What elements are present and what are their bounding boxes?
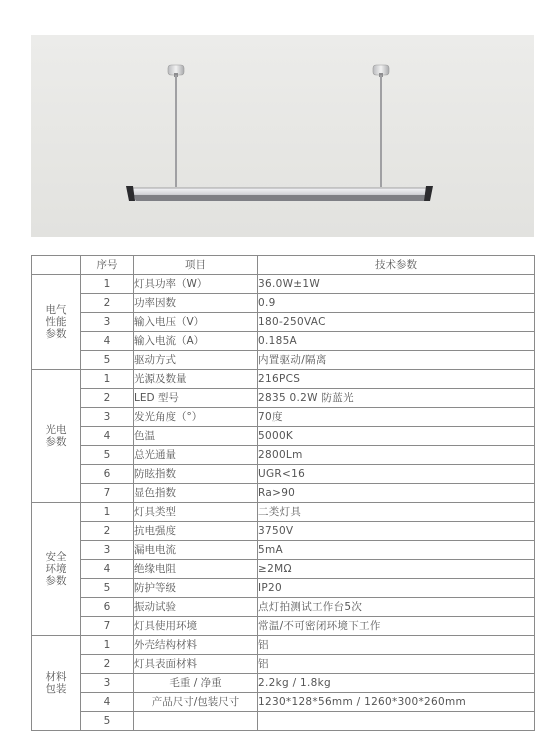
table-row bbox=[32, 484, 535, 503]
header-params: 技术参数 bbox=[258, 256, 535, 275]
row-value: 2.2kg / 1.8kg bbox=[258, 674, 535, 693]
row-index: 1 bbox=[81, 275, 134, 294]
row-item: 功率因数 bbox=[134, 294, 258, 313]
row-value: 内置驱动/隔离 bbox=[258, 351, 535, 370]
row-item: 色温 bbox=[134, 427, 258, 446]
row-item: 抗电强度 bbox=[134, 522, 258, 541]
row-index: 7 bbox=[81, 617, 134, 636]
row-index: 1 bbox=[81, 370, 134, 389]
row-index: 5 bbox=[81, 712, 134, 731]
row-item: 发光角度（°） bbox=[134, 408, 258, 427]
row-item: 灯具功率（W） bbox=[134, 275, 258, 294]
row-index: 4 bbox=[81, 560, 134, 579]
table-row bbox=[32, 332, 535, 351]
row-index: 3 bbox=[81, 313, 134, 332]
row-item: 显色指数 bbox=[134, 484, 258, 503]
table-row bbox=[32, 541, 535, 560]
table-row bbox=[32, 427, 535, 446]
table-row bbox=[32, 465, 535, 484]
table-row bbox=[32, 655, 535, 674]
table-row bbox=[32, 712, 535, 731]
table-row bbox=[32, 408, 535, 427]
row-item bbox=[134, 712, 258, 731]
row-value: 点灯拍测试工作台5次 bbox=[258, 598, 535, 617]
row-index: 1 bbox=[81, 636, 134, 655]
row-index: 3 bbox=[81, 541, 134, 560]
row-item: LED 型号 bbox=[134, 389, 258, 408]
row-index: 5 bbox=[81, 446, 134, 465]
row-item: 毛重 / 净重 bbox=[134, 674, 258, 693]
row-value: 铝 bbox=[258, 636, 535, 655]
row-index: 2 bbox=[81, 522, 134, 541]
header-item: 项目 bbox=[134, 256, 258, 275]
row-index: 1 bbox=[81, 503, 134, 522]
row-value: 36.0W±1W bbox=[258, 275, 535, 294]
pendant-lamp-illustration bbox=[31, 35, 534, 237]
row-value: 70度 bbox=[258, 408, 535, 427]
row-value: IP20 bbox=[258, 579, 535, 598]
row-index: 4 bbox=[81, 332, 134, 351]
row-value: 二类灯具 bbox=[258, 503, 535, 522]
row-item: 输入电压（V） bbox=[134, 313, 258, 332]
header-seq: 序号 bbox=[81, 256, 134, 275]
table-row bbox=[32, 313, 535, 332]
group-label: 电气 性能 参数 bbox=[32, 275, 81, 370]
table-row bbox=[32, 446, 535, 465]
table-row bbox=[32, 693, 535, 712]
row-value: 0.9 bbox=[258, 294, 535, 313]
row-item: 灯具类型 bbox=[134, 503, 258, 522]
table-row bbox=[32, 503, 535, 522]
row-index: 6 bbox=[81, 465, 134, 484]
row-value: 5mA bbox=[258, 541, 535, 560]
row-index: 5 bbox=[81, 579, 134, 598]
row-index: 2 bbox=[81, 389, 134, 408]
group-label: 材料 包装 bbox=[32, 636, 81, 731]
table-row bbox=[32, 579, 535, 598]
row-item: 灯具使用环境 bbox=[134, 617, 258, 636]
row-value bbox=[258, 712, 535, 731]
row-item: 绝缘电阻 bbox=[134, 560, 258, 579]
row-value: 1230*128*56mm / 1260*300*260mm bbox=[258, 693, 535, 712]
row-item: 总光通量 bbox=[134, 446, 258, 465]
row-index: 5 bbox=[81, 351, 134, 370]
row-item: 输入电流（A） bbox=[134, 332, 258, 351]
spec-table-header-row bbox=[32, 256, 535, 275]
table-row bbox=[32, 370, 535, 389]
row-value: 216PCS bbox=[258, 370, 535, 389]
row-item: 防眩指数 bbox=[134, 465, 258, 484]
row-index: 3 bbox=[81, 408, 134, 427]
row-item: 产品尺寸/包装尺寸 bbox=[134, 693, 258, 712]
row-value: 铝 bbox=[258, 655, 535, 674]
table-row bbox=[32, 294, 535, 313]
row-item: 防护等级 bbox=[134, 579, 258, 598]
row-index: 2 bbox=[81, 294, 134, 313]
product-photo bbox=[31, 35, 534, 237]
row-value: 2835 0.2W 防蓝光 bbox=[258, 389, 535, 408]
row-item: 振动试验 bbox=[134, 598, 258, 617]
row-item: 光源及数量 bbox=[134, 370, 258, 389]
row-item: 驱动方式 bbox=[134, 351, 258, 370]
spec-table bbox=[31, 255, 535, 731]
row-value: 常温/不可密闭环境下工作 bbox=[258, 617, 535, 636]
table-row bbox=[32, 275, 535, 294]
table-row bbox=[32, 598, 535, 617]
row-value: Ra>90 bbox=[258, 484, 535, 503]
table-row bbox=[32, 674, 535, 693]
row-value: 3750V bbox=[258, 522, 535, 541]
table-row bbox=[32, 389, 535, 408]
row-item: 外壳结构材料 bbox=[134, 636, 258, 655]
row-value: UGR<16 bbox=[258, 465, 535, 484]
table-row bbox=[32, 617, 535, 636]
row-value: ≥2MΩ bbox=[258, 560, 535, 579]
row-value: 0.185A bbox=[258, 332, 535, 351]
row-index: 2 bbox=[81, 655, 134, 674]
row-value: 2800Lm bbox=[258, 446, 535, 465]
row-index: 3 bbox=[81, 674, 134, 693]
row-index: 4 bbox=[81, 693, 134, 712]
row-value: 180-250VAC bbox=[258, 313, 535, 332]
row-item: 漏电电流 bbox=[134, 541, 258, 560]
row-index: 4 bbox=[81, 427, 134, 446]
table-row bbox=[32, 636, 535, 655]
row-index: 7 bbox=[81, 484, 134, 503]
table-row bbox=[32, 522, 535, 541]
row-item: 灯具表面材料 bbox=[134, 655, 258, 674]
group-label: 光电 参数 bbox=[32, 370, 81, 503]
header-group bbox=[32, 256, 81, 275]
table-row bbox=[32, 351, 535, 370]
row-index: 6 bbox=[81, 598, 134, 617]
table-row bbox=[32, 560, 535, 579]
group-label: 安全 环境 参数 bbox=[32, 503, 81, 636]
row-value: 5000K bbox=[258, 427, 535, 446]
